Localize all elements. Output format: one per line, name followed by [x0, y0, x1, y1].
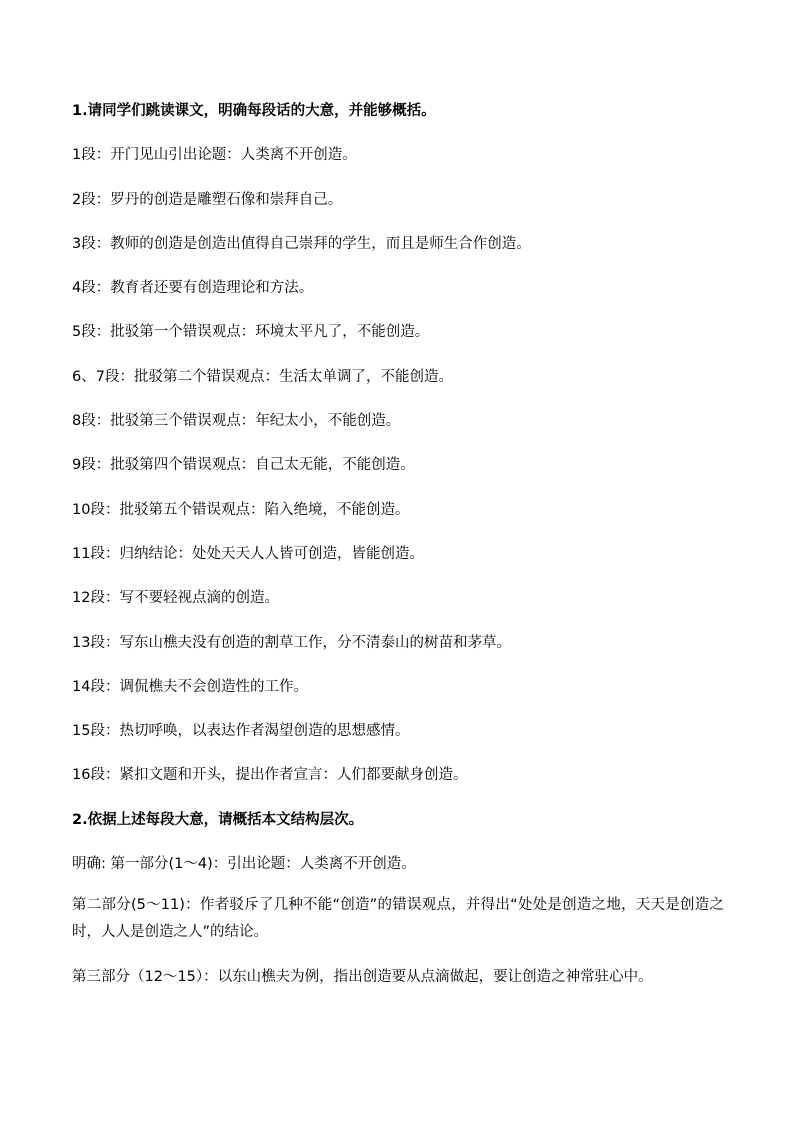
paragraph-summary-10: 10段：批驳第五个错误观点：陷入绝境，不能创造。: [72, 501, 410, 518]
paragraph-summary-6-7: 6、7段：批驳第二个错误观点：生活太单调了，不能创造。: [72, 368, 453, 385]
question-2: 2.依据上述每段大意，请概括本文结构层次。: [72, 811, 364, 828]
paragraph-summary-8: 8段：批驳第三个错误观点：年纪太小，不能创造。: [72, 413, 401, 430]
paragraph-summary-16: 16段：紧扣文题和开头，提出作者宣言：人们都要献身创造。: [72, 767, 468, 784]
paragraph-summary-5: 5段：批驳第一个错误观点：环境太平凡了，不能创造。: [72, 324, 430, 341]
paragraph-summary-4: 4段：教育者还要有创造理论和方法。: [72, 280, 314, 297]
answer-part-2: 第二部分(5～11)：作者驳斥了几种不能“创造”的错误观点，并得出“处处是创造之地，天天是创造之时，人人是创造之人”的结论。: [72, 897, 724, 941]
paragraph-summary-11: 11段：归纳结论：处处天天人人皆可创造，皆能创造。: [72, 545, 424, 562]
answer-part-1: 明确: 第一部分(1～4)：引出论题：人类离不开创造。: [72, 856, 416, 873]
paragraph-summary-13: 13段：写东山樵夫没有创造的割草工作，分不清泰山的树苗和茅草。: [72, 634, 511, 651]
paragraph-summary-3: 3段：教师的创造是创造出值得自己崇拜的学生，而且是师生合作创造。: [72, 235, 531, 252]
paragraph-summary-2: 2段：罗丹的创造是雕塑石像和崇拜自己。: [72, 191, 343, 208]
paragraph-summary-1: 1段：开门见山引出论题：人类离不开创造。: [72, 147, 357, 164]
paragraph-summary-12: 12段：写不要轻视点滴的创造。: [72, 590, 279, 607]
answer-part-3: 第三部分（12～15）：以东山樵夫为例，指出创造要从点滴做起，要让创造之神常驻心中。: [72, 969, 653, 986]
paragraph-summary-15: 15段：热切呼唤，以表达作者渴望创造的思想感情。: [72, 723, 410, 740]
paragraph-summary-9: 9段：批驳第四个错误观点：自己太无能，不能创造。: [72, 457, 415, 474]
paragraph-summary-14: 14段：调侃樵夫不会创造性的工作。: [72, 678, 308, 695]
question-1: 1.请同学们跳读课文，明确每段话的大意，并能够概括。: [72, 103, 436, 119]
document-body: [72, 98, 724, 1009]
